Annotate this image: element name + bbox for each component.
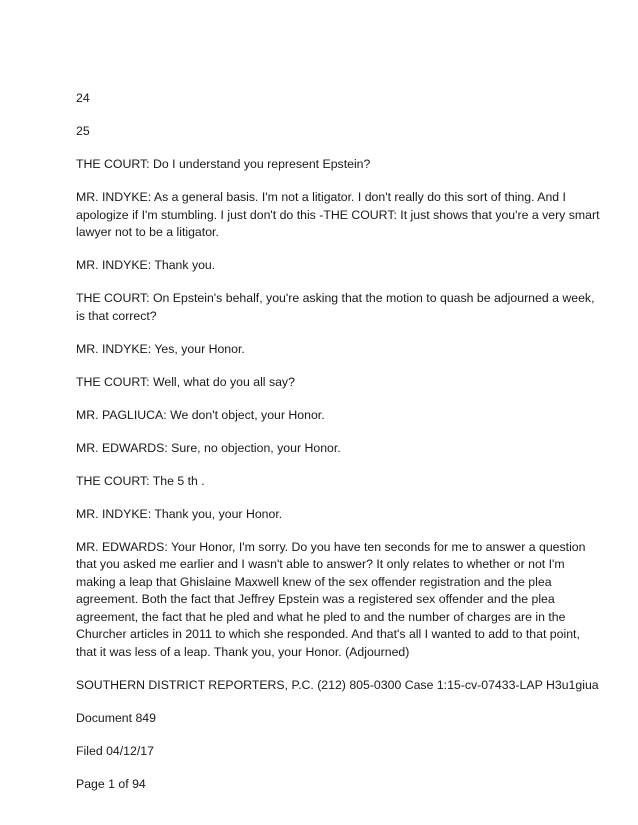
text-line: making a leap that Ghislaine Maxwell knew of the sex offender registration and the plea bbox=[76, 574, 552, 589]
filed-date bbox=[76, 743, 576, 761]
text-line: Churcher articles in 2011 to which she responded. And that's all I wanted to add to that point, bbox=[76, 627, 580, 641]
document-page bbox=[76, 90, 600, 809]
transcript-paragraph bbox=[76, 473, 576, 491]
transcript-paragraph bbox=[76, 506, 576, 524]
line-number-25 bbox=[76, 123, 576, 141]
line-number-24 bbox=[76, 90, 576, 108]
transcript-paragraph bbox=[76, 257, 576, 275]
text-line: that it was less of a leap. Thank you, your Honor. (Adjourned) bbox=[76, 644, 410, 659]
transcript-paragraph bbox=[76, 374, 576, 392]
text-line: THE COURT: The 5 th . bbox=[76, 473, 205, 488]
text-line: Document 849 bbox=[76, 710, 156, 725]
text-line: agreement, the fact that he pled and what he pled to and the number of charges are in the bbox=[76, 609, 566, 624]
text-line: MR. INDYKE: As a general basis. I'm not a litigator. I don't really do this sort of thing. And I bbox=[76, 190, 566, 204]
transcript-paragraph bbox=[76, 407, 576, 425]
text-line: apologize if I'm stumbling. I just don't do this -THE COURT: It just shows that you're a very smart bbox=[76, 207, 600, 222]
text-line: Page 1 of 94 bbox=[76, 776, 146, 791]
text-line: is that correct? bbox=[76, 308, 157, 323]
text-line: THE COURT: On Epstein's behalf, you're asking that the motion to quash be adjourned a week, bbox=[76, 291, 595, 305]
text-line: MR. PAGLIUCA: We don't object, your Honor. bbox=[76, 407, 325, 422]
document-number bbox=[76, 710, 576, 728]
text-line: 24 bbox=[76, 91, 90, 105]
transcript-paragraph bbox=[76, 341, 576, 359]
text-line: that you asked me earlier and I wasn't able to answer? It only relates to whether or not I'm bbox=[76, 557, 565, 571]
text-line: MR. INDYKE: Thank you. bbox=[76, 258, 216, 272]
reporter-footer bbox=[76, 677, 599, 695]
text-line: MR. INDYKE: Thank you, your Honor. bbox=[76, 506, 283, 521]
page-number bbox=[76, 776, 576, 794]
transcript-paragraph bbox=[76, 440, 576, 458]
text-line: MR. EDWARDS: Sure, no objection, your Honor. bbox=[76, 440, 341, 455]
text-line: lawyer not to be a litigator. bbox=[76, 225, 219, 239]
transcript-paragraph bbox=[76, 290, 595, 325]
text-line: MR. INDYKE: Yes, your Honor. bbox=[76, 341, 245, 356]
transcript-paragraph bbox=[76, 156, 576, 174]
text-line: agreement. Both the fact that Jeffrey Epstein was a registered sex offender and the plea bbox=[76, 592, 555, 606]
text-line: 25 bbox=[76, 124, 90, 138]
text-line: Filed 04/12/17 bbox=[76, 743, 154, 758]
text-line: SOUTHERN DISTRICT REPORTERS, P.C. (212) 805-0300 Case 1:15-cv-07433-LAP H3u1giua bbox=[76, 677, 599, 692]
transcript-paragraph bbox=[76, 539, 586, 662]
transcript-paragraph bbox=[76, 189, 600, 242]
text-line: MR. EDWARDS: Your Honor, I'm sorry. Do you have ten seconds for me to answer a question bbox=[76, 539, 586, 554]
text-line: THE COURT: Do I understand you represent Epstein? bbox=[76, 157, 371, 171]
text-line: THE COURT: Well, what do you all say? bbox=[76, 374, 295, 389]
